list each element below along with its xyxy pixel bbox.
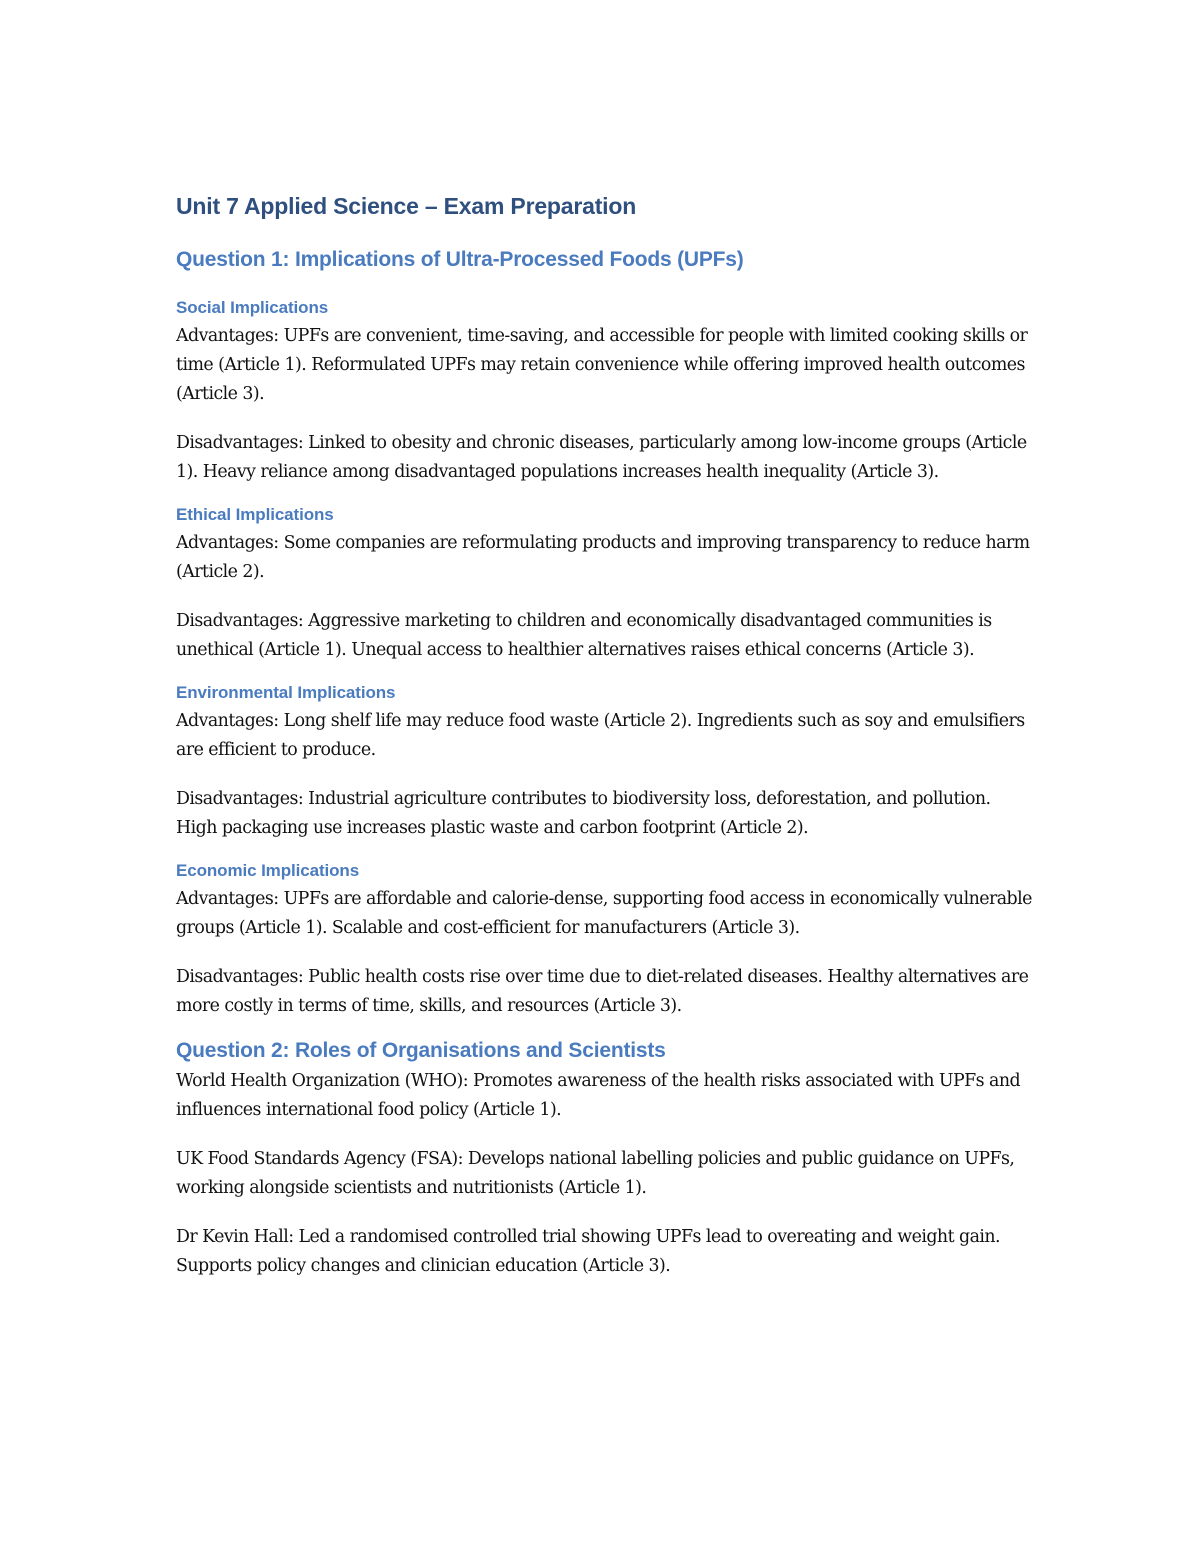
environmental-disadvantages-paragraph: Disadvantages: Industrial agriculture contributes to biodiversity loss, deforestation, and pollution. High packaging use increases plastic waste and carbon footprint (Article 2). — [176, 789, 991, 838]
who-paragraph: World Health Organization (WHO): Promotes awareness of the health risks associated with UPFs and influences international food policy (Article 1). — [176, 1071, 1021, 1120]
social-disadvantages-paragraph: Disadvantages: Linked to obesity and chronic diseases, particularly among low-income groups (Article 1). Heavy reliance among disadvantaged populations increases health inequality (Article 3). — [176, 433, 1027, 482]
environmental-advantages-paragraph: Advantages: Long shelf life may reduce food waste (Article 2). Ingredients such as soy and emulsifiers are efficient to produce. — [176, 711, 1025, 760]
environmental-implications-heading: Environmental Implications — [176, 683, 396, 702]
economic-advantages-paragraph: Advantages: UPFs are affordable and calorie-dense, supporting food access in economically vulnerable groups (Article 1). Scalable and cost-efficient for manufacturers (Article 3). — [176, 889, 1032, 938]
document-page — [176, 188, 1036, 1281]
fsa-paragraph: UK Food Standards Agency (FSA): Develops national labelling policies and public guidance on UPFs, working alongside scientists and nutritionists (Article 1). — [176, 1149, 1015, 1198]
question-2-heading: Question 2: Roles of Organisations and Scientists — [176, 1039, 666, 1062]
social-implications-heading: Social Implications — [176, 298, 329, 317]
economic-implications-heading: Economic Implications — [176, 861, 360, 880]
economic-disadvantages-paragraph: Disadvantages: Public health costs rise over time due to diet-related diseases. Healthy alternatives are more costly in terms of time, skills, and resources (Article 3). — [176, 967, 1029, 1016]
ethical-disadvantages-paragraph: Disadvantages: Aggressive marketing to children and economically disadvantaged communities is unethical (Article 1). Unequal access to healthier alternatives raises ethical concerns (Article 3). — [176, 611, 992, 660]
social-advantages-paragraph: Advantages: UPFs are convenient, time-saving, and accessible for people with limited cooking skills or time (Article 1). Reformulated UPFs may retain convenience while offering improved health outcomes (Article 3). — [176, 326, 1028, 404]
ethical-advantages-paragraph: Advantages: Some companies are reformulating products and improving transparency to reduce harm (Article 2). — [176, 533, 1030, 582]
document-title: Unit 7 Applied Science – Exam Preparation — [176, 193, 637, 219]
kevin-hall-paragraph: Dr Kevin Hall: Led a randomised controlled trial showing UPFs lead to overeating and weight gain. Supports policy changes and clinician education (Article 3). — [176, 1227, 1001, 1276]
ethical-implications-heading: Ethical Implications — [176, 505, 334, 524]
question-1-heading: Question 1: Implications of Ultra-Processed Foods (UPFs) — [176, 248, 744, 271]
